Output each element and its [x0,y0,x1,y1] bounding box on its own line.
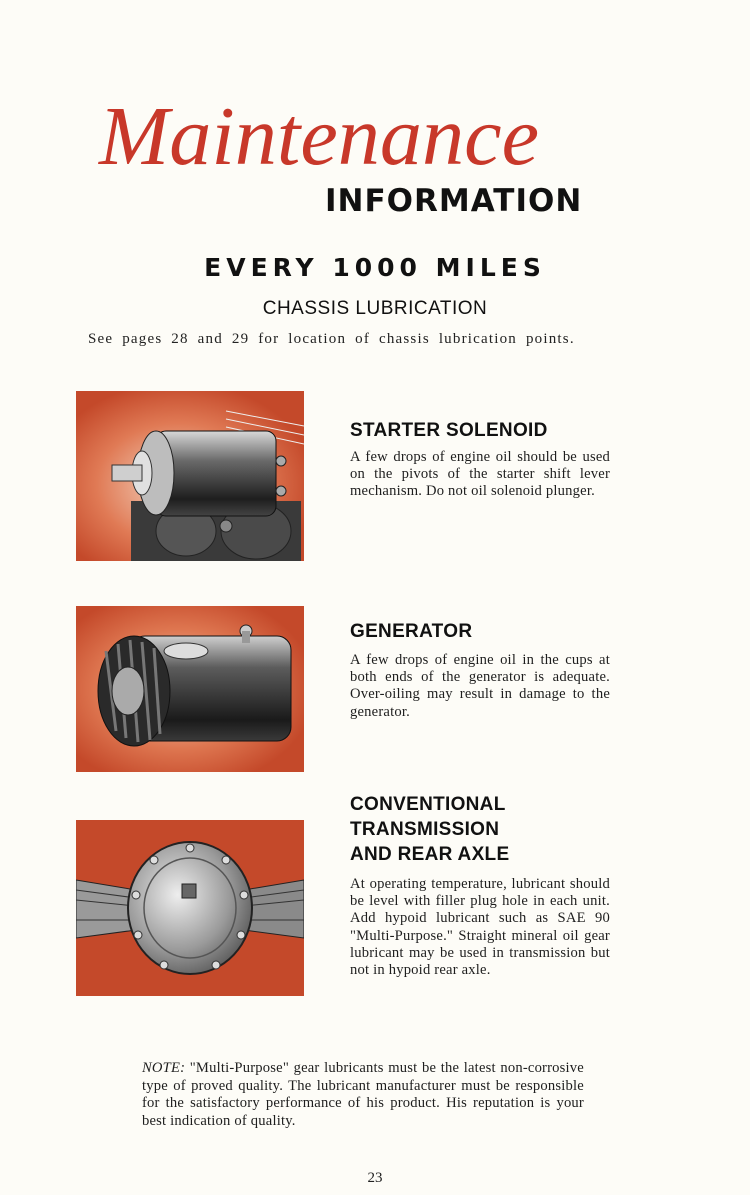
note-paragraph [142,1060,584,1130]
axle-heading-line-1: CONVENTIONAL [350,794,506,815]
section-title: CHASSIS LUBRICATION [262,298,488,319]
rear-axle-illustration [76,820,304,996]
starter-solenoid-heading: STARTER SOLENOID [350,420,548,441]
section-intro: See pages 28 and 29 for location of chassis lubrication points. [88,331,575,347]
page-number: 23 [367,1170,383,1186]
note-label: NOTE: [142,1060,186,1076]
generator-text: A few drops of engine oil in the cups at both ends of the generator is adequate. Over-oiling may result in damage to the generator. [350,652,610,720]
axle-heading-line-3: AND REAR AXLE [350,844,510,865]
starter-solenoid-illustration [76,391,304,561]
generator-illustration [76,606,304,772]
maintenance-script-title [95,78,555,188]
axle-heading [350,792,509,867]
generator-heading: GENERATOR [350,621,473,642]
axle-text: At operating temperature, lubricant should be level with filler plug hole in each unit. Add hypoid lubricant such as SAE 90 "Multi-Purpose." Straight mineral oil gear lubricant may be used in transmission but not in hypoid rear axle. [350,876,610,979]
interval-title: EVERY 1000 MILES [204,253,546,282]
starter-solenoid-text: A few drops of engine oil should be used on the pivots of the starter shift lever mechanism. Do not oil solenoid plunger. [350,449,610,500]
svg-text:Maintenance: Maintenance [97,90,539,183]
note-text: "Multi-Purpose" gear lubricants must be the latest non-corrosive type of proved quality. The lubricant manufacturer must be responsible for the satisfactory performance of his product. His reputation is your best indication of quality. [142,1060,584,1129]
information-heading: INFORMATION [325,183,583,219]
axle-heading-line-2: TRANSMISSION [350,819,500,840]
